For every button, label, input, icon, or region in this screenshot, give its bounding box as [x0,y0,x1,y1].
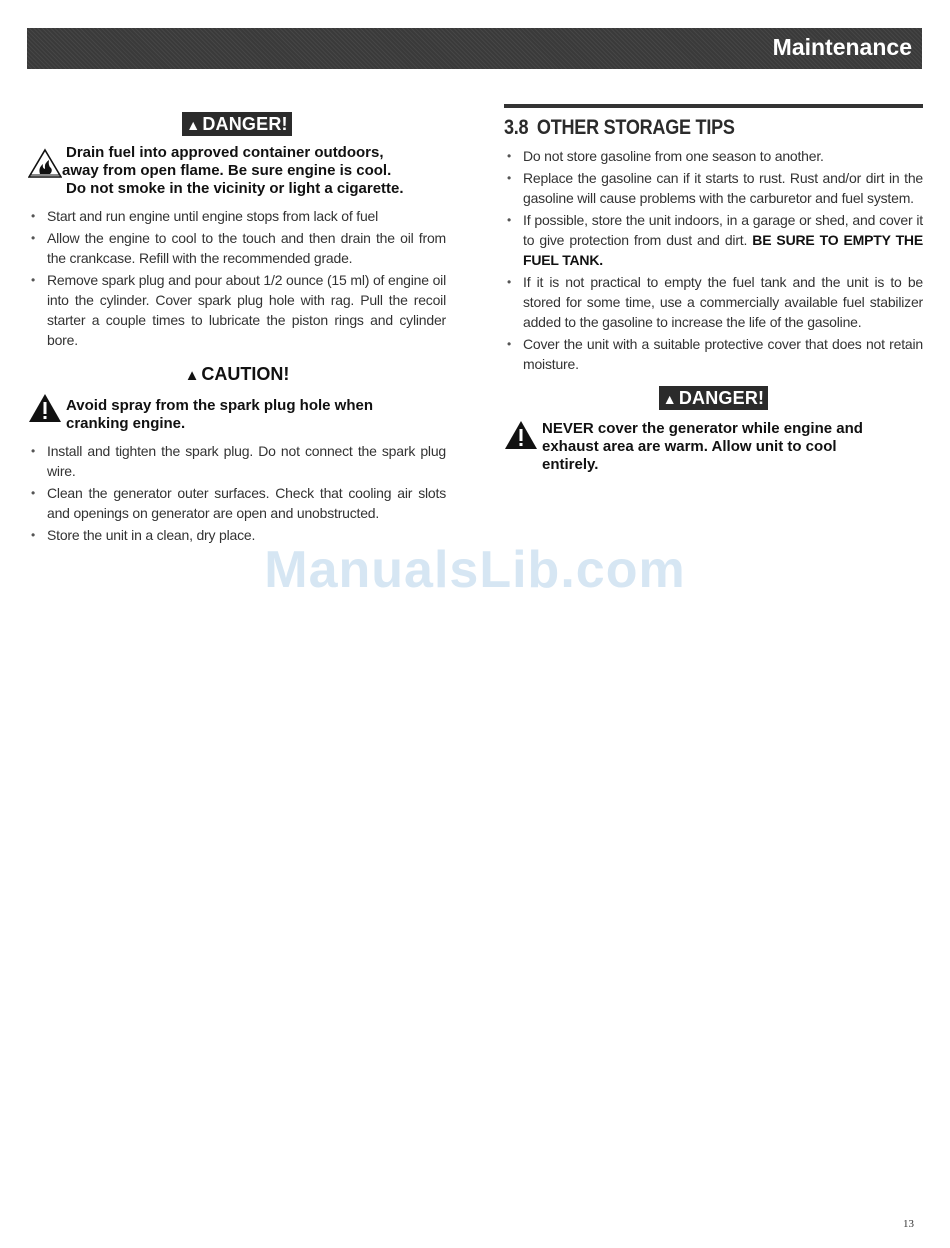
list-item: • Clean the generator outer surfaces. Check that cooling air slots and openings on generator are open and unobstructed. [28,483,446,523]
warning-line: away from open flame. Be sure engine is cool. [62,162,392,179]
list-item: • Store the unit in a clean, dry place. [28,525,446,545]
caution-warning [28,397,446,433]
list-item: • Install and tighten the spark plug. Do not connect the spark plug wire. [28,441,446,481]
list-item: • Start and run engine until engine stops from lack of fuel [28,206,446,226]
caution-heading: ▲ CAUTION! [184,364,290,384]
danger-badge: ▲ DANGER! [659,386,768,410]
warning-line: cranking engine. [66,415,186,432]
list-item: • Cover the unit with a suitable protective cover that does not retain moisture. [504,334,923,374]
warning-triangle-icon: ▲ [184,367,200,384]
section-number: 3.8 [504,116,529,139]
warning-line: Do not smoke in the vicinity or light a cigarette. [66,180,404,197]
warning-line: NEVER cover the generator while engine and [542,420,863,437]
page-number: 13 [903,1218,914,1230]
list-item: • Do not store gasoline from one season to another. [504,146,923,166]
list-item: • Allow the engine to cool to the touch and then drain the oil from the crankcase. Refill with the recommended grade. [28,228,446,268]
emphasis-text: BE SURE TO EMPTY THE FUEL TANK. [523,232,923,268]
warning-line: exhaust area are warm. Allow unit to cool [542,438,837,455]
watermark: ManualsLib.com [264,541,686,599]
danger-warning [28,144,446,198]
section-title: OTHER STORAGE TIPS [536,116,735,139]
fire-hazard-icon [28,148,62,178]
warning-triangle-icon [504,420,538,450]
list-item: • If possible, store the unit indoors, in a garage or shed, and cover it to give protection from dust and dirt. BE SURE TO EMPTY THE FUEL TANK. [504,210,923,270]
warning-line: entirely. [542,456,599,473]
section-divider [504,104,923,108]
warning-line: Avoid spray from the spark plug hole when [66,397,373,414]
page-title: Maintenance [772,34,912,60]
list-item: • Replace the gasoline can if it starts to rust. Rust and/or dirt in the gasoline will cause problems with the carburetor and fuel system. [504,168,923,208]
warning-triangle-icon: ▲ [186,117,201,133]
warning-triangle-icon [28,393,62,423]
warning-line: Drain fuel into approved container outdoors, [66,144,384,161]
section-heading [504,116,864,140]
bullet-list [28,206,446,350]
danger-badge: ▲ DANGER! [182,112,291,136]
right-column [504,104,923,474]
header-bar [27,28,922,69]
danger-warning [504,420,923,474]
warning-triangle-icon: ▲ [662,391,677,407]
left-column [28,112,446,547]
list-item: • If it is not practical to empty the fuel tank and the unit is to be stored for some time, use a commercially available fuel stabilizer added to the gasoline to increase the life of the gasoline. [504,272,923,332]
list-item: • Remove spark plug and pour about 1/2 ounce (15 ml) of engine oil into the cylinder. Cover spark plug hole with rag. Pull the recoil starter a couple times to lubricate the piston rings and cylinder bore. [28,270,446,350]
bullet-list [504,146,923,374]
bullet-list [28,441,446,545]
